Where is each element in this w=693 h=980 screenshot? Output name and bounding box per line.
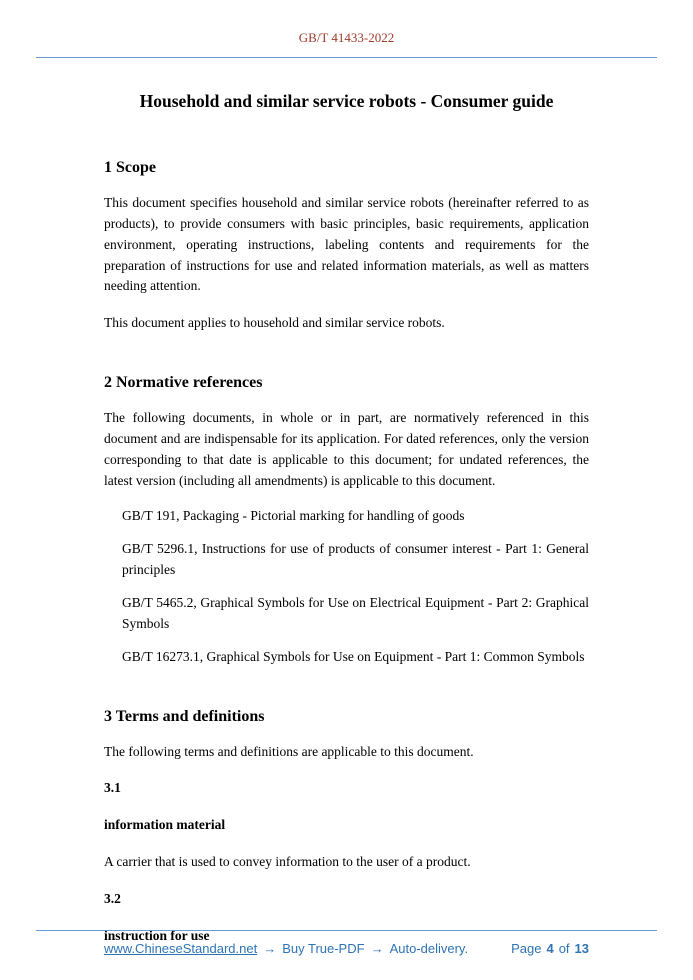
scope-paragraph-1: This document specifies household and similar service robots (hereinafter referred to as products), to provide consumers with basic principles, basic requirements, application environment, operating instructions, labeling contents and requirements for the preparation of instructions for use and related information materials, as well as matters needing attention. xyxy=(104,194,589,294)
reference-item: GB/T 191, Packaging - Pictorial marking for handling of goods xyxy=(122,507,465,523)
page-footer xyxy=(36,930,657,956)
terms-intro-paragraph: The following terms and definitions are applicable to this document. xyxy=(104,743,474,759)
normative-intro-paragraph: The following documents, in whole or in part, are normatively referenced in this document and are indispensable for its application. For dated references, only the version corresponding to that date is applicable to this document; for undated references, the latest version (including all amendments) is applicable to this document. xyxy=(104,410,589,489)
header-rule xyxy=(36,57,657,58)
arrow-icon: → xyxy=(370,941,384,956)
section-normative-heading: 2 Normative references xyxy=(104,374,263,392)
footer-link[interactable]: www.ChineseStandard.net xyxy=(104,941,258,956)
header-doc-number: GB/T 41433-2022 xyxy=(298,30,395,45)
page-current: 4 xyxy=(546,941,554,956)
term-number: 3.2 xyxy=(104,891,121,907)
section-terms-heading: 3 Terms and definitions xyxy=(104,707,265,725)
of-label: of xyxy=(558,941,570,956)
scope-paragraph-2: This document applies to household and similar service robots. xyxy=(104,315,445,331)
footer-action-delivery: Auto-delivery. xyxy=(389,941,469,956)
footer-action-buy: Buy True-PDF xyxy=(282,941,365,956)
footer-left xyxy=(104,941,468,956)
footer-page-info xyxy=(511,941,589,956)
reference-list xyxy=(104,506,589,668)
arrow-icon: → xyxy=(263,941,277,956)
reference-item: GB/T 5465.2, Graphical Symbols for Use on Electrical Equipment - Part 2: Graphical Symbols xyxy=(122,594,589,631)
document-title: Household and similar service robots - Consumer guide xyxy=(139,91,554,111)
section-scope-heading: 1 Scope xyxy=(104,158,156,176)
page-content xyxy=(0,90,693,947)
footer-content xyxy=(36,941,657,956)
page-total: 13 xyxy=(574,941,589,956)
term-name: information material xyxy=(104,817,226,833)
reference-item: GB/T 5296.1, Instructions for use of products of consumer interest - Part 1: General principles xyxy=(122,540,589,577)
reference-item: GB/T 16273.1, Graphical Symbols for Use on Equipment - Part 1: Common Symbols xyxy=(122,648,585,664)
page-label: Page xyxy=(511,941,542,956)
term-name: instruction for use xyxy=(104,928,210,944)
term-definition: A carrier that is used to convey information to the user of a product. xyxy=(104,854,471,870)
term-number: 3.1 xyxy=(104,780,121,796)
